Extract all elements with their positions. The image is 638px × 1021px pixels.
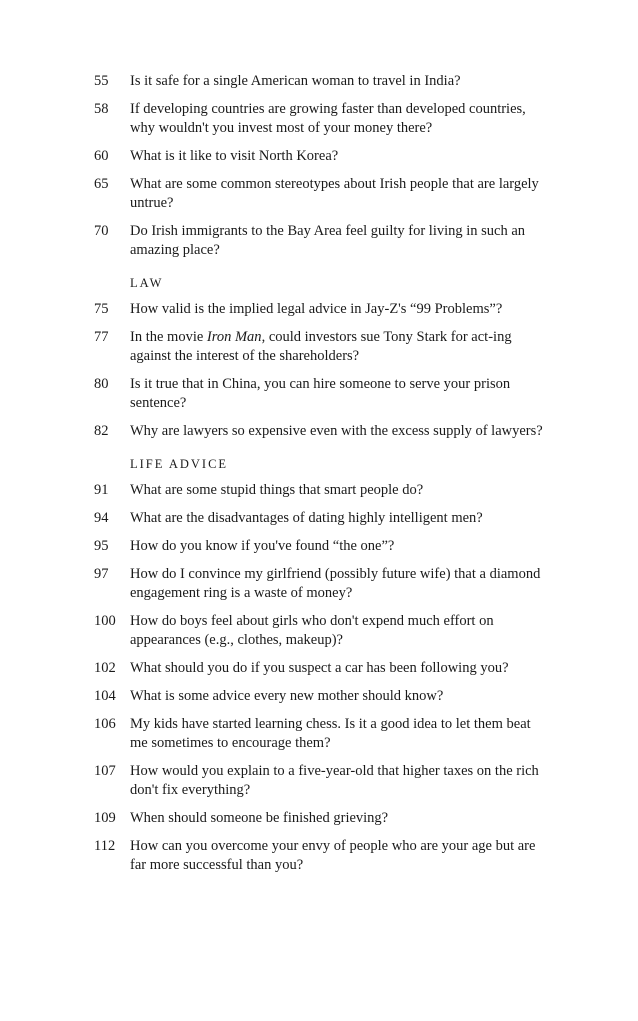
contents-entry (0, 687, 638, 706)
question-text: What should you do if you suspect a car has been following you? (130, 660, 509, 676)
question-text: When should someone be finished grieving? (130, 810, 389, 826)
question-text: What are the disadvantages of dating highly intelligent men? (130, 510, 483, 526)
section-travel (0, 72, 638, 260)
question-text: Is it true that in China, you can hire someone to serve your prison sentence? (130, 376, 511, 411)
page-number: 70 (94, 223, 109, 239)
question-text: How do boys feel about girls who don't expend much effort on appearances (e.g., clothes, makeup)? (130, 613, 494, 648)
question-text: Why are lawyers so expensive even with the excess supply of lawyers? (130, 423, 543, 439)
contents-entry (0, 537, 638, 556)
contents-entry (0, 422, 638, 441)
contents-entry (0, 72, 638, 91)
contents-entry (0, 222, 638, 260)
section-heading: LAW (130, 276, 164, 290)
page-number: 55 (94, 73, 109, 89)
contents-entry (0, 809, 638, 828)
question-text: How would you explain to a five-year-old that higher taxes on the rich don't fix everything? (130, 763, 539, 798)
contents-entry (0, 715, 638, 753)
question-text: What is some advice every new mother should know? (130, 688, 444, 704)
question-text-post: , could investors sue Tony Stark for act-ing against the interest of the shareholders? (130, 329, 512, 364)
contents-page (0, 72, 638, 884)
page-number: 107 (94, 763, 116, 779)
question-text (130, 328, 550, 366)
page-number: 109 (94, 810, 116, 826)
question-text: How valid is the implied legal advice in Jay-Z's “99 Problems”? (130, 301, 503, 317)
contents-entry (0, 328, 638, 366)
page-number: 95 (94, 538, 109, 554)
contents-entry (0, 659, 638, 678)
contents-entry (0, 762, 638, 800)
contents-entry (0, 612, 638, 650)
question-text: If developing countries are growing faster than developed countries, why wouldn't you invest most of your money there? (130, 101, 526, 136)
contents-entry (0, 175, 638, 213)
page-number: 97 (94, 566, 109, 582)
contents-entry (0, 147, 638, 166)
contents-entry (0, 509, 638, 528)
section-law (0, 274, 638, 441)
question-text: What are some stupid things that smart people do? (130, 482, 424, 498)
contents-entry (0, 100, 638, 138)
page-number: 94 (94, 510, 109, 526)
page-number: 106 (94, 716, 116, 732)
page-number: 60 (94, 148, 109, 164)
question-text: My kids have started learning chess. Is it a good idea to let them beat me sometimes to encourage them? (130, 716, 531, 751)
movie-title: Iron Man (206, 329, 262, 345)
question-text: How do I convince my girlfriend (possibly future wife) that a diamond engagement ring is a waste of money? (130, 566, 541, 601)
question-text-pre: In the movie (130, 329, 207, 345)
page-number: 100 (94, 613, 116, 629)
question-text: How do you know if you've found “the one”? (130, 538, 395, 554)
contents-entry (0, 565, 638, 603)
question-text: Is it safe for a single American woman to travel in India? (130, 73, 461, 89)
page-number: 104 (94, 688, 116, 704)
page-number: 65 (94, 176, 109, 192)
page-number: 82 (94, 423, 109, 439)
contents-entry (0, 837, 638, 875)
page-number: 112 (94, 838, 116, 854)
question-text: How can you overcome your envy of people who are your age but are far more successful than you? (130, 838, 536, 873)
page-number: 80 (94, 376, 109, 392)
page-number: 58 (94, 101, 109, 117)
contents-entry (0, 300, 638, 319)
question-text: Do Irish immigrants to the Bay Area feel guilty for living in such an amazing place? (130, 223, 526, 258)
question-text: What are some common stereotypes about Irish people that are largely untrue? (130, 176, 539, 211)
page-number: 91 (94, 482, 109, 498)
contents-entry (0, 375, 638, 413)
section-life-advice (0, 455, 638, 875)
contents-entry (0, 481, 638, 500)
section-heading: LIFE ADVICE (130, 457, 229, 471)
page-number: 102 (94, 660, 116, 676)
question-text: What is it like to visit North Korea? (130, 148, 339, 164)
page-number: 77 (94, 329, 109, 345)
page-number: 75 (94, 301, 109, 317)
